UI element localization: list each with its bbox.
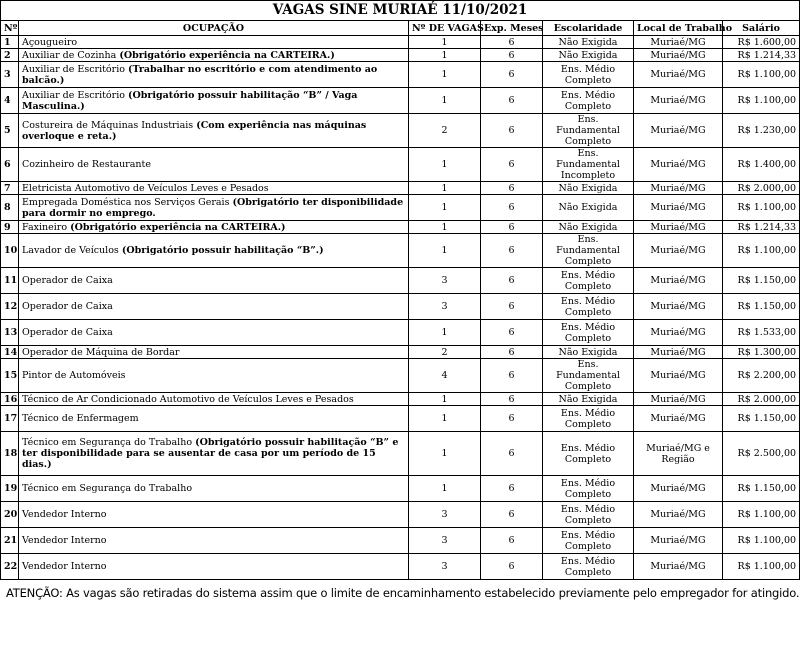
table-row [1,195,800,221]
occupation-name: Pintor de Automóveis [22,370,126,381]
row-number: 6 [1,148,19,182]
vacancy-count: 1 [409,221,481,234]
occupation-name: Cozinheiro de Restaurante [22,159,151,170]
work-location: Muriaé/MG e Região [634,432,723,476]
vacancy-count: 1 [409,182,481,195]
vacancy-count: 3 [409,294,481,320]
work-location: Muriaé/MG [634,36,723,49]
vacancy-count: 1 [409,88,481,114]
salary: R$ 1.100,00 [723,195,800,221]
row-number: 17 [1,406,19,432]
row-number: 13 [1,320,19,346]
table-row [1,554,800,580]
occupation-name: Técnico de Enfermagem [22,413,139,424]
education-level: Não Exigida [543,49,634,62]
occupation-cell [19,114,409,148]
occupation-name: Eletricista Automotivo de Veículos Leves e Pesados [22,182,269,194]
occupation-requirement: (Obrigatório ter disponibilidade para dormir no emprego. [22,196,404,219]
education-level: Ens. Médio Completo [543,62,634,88]
occupation-name: Técnico em Segurança do Trabalho [22,437,193,448]
experience-months: 6 [481,62,543,88]
vacancy-count: 2 [409,114,481,148]
occupation-name: Vendedor Interno [22,509,107,520]
work-location: Muriaé/MG [634,49,723,62]
occupation-cell [19,406,409,432]
occupation-cell [19,36,409,49]
row-number: 20 [1,502,19,528]
work-location: Muriaé/MG [634,62,723,88]
experience-months: 6 [481,221,543,234]
page-title: VAGAS SINE MURIAÉ 11/10/2021 [1,1,800,21]
education-level: Ens. Fundamental Completo [543,359,634,393]
education-level: Ens. Médio Completo [543,554,634,580]
work-location: Muriaé/MG [634,234,723,268]
vacancy-count: 1 [409,36,481,49]
row-number: 7 [1,182,19,195]
header-escolaridade: Escolaridade [543,21,634,36]
occupation-name: Costureira de Máquinas Industriais [22,119,194,131]
row-number: 22 [1,554,19,580]
work-location: Muriaé/MG [634,528,723,554]
experience-months: 6 [481,36,543,49]
vacancy-count: 1 [409,476,481,502]
education-level: Não Exigida [543,195,634,221]
experience-months: 6 [481,346,543,359]
row-number: 8 [1,195,19,221]
occupation-requirement: (Obrigatório possuir habilitação “B” e ter disponibilidade para se ausentar de casa por um período de 15 dias.) [22,437,399,470]
row-number: 18 [1,432,19,476]
table-row [1,346,800,359]
occupation-name: Vendedor Interno [22,561,107,572]
salary: R$ 1.150,00 [723,406,800,432]
occupation-cell [19,476,409,502]
occupation-cell [19,268,409,294]
vacancy-count: 2 [409,346,481,359]
work-location: Muriaé/MG [634,221,723,234]
experience-months: 6 [481,502,543,528]
row-number: 21 [1,528,19,554]
work-location: Muriaé/MG [634,359,723,393]
table-row [1,114,800,148]
work-location: Muriaé/MG [634,502,723,528]
table-row [1,148,800,182]
vacancy-count: 3 [409,268,481,294]
salary: R$ 1.300,00 [723,346,800,359]
education-level: Não Exigida [543,36,634,49]
row-number: 5 [1,114,19,148]
vacancy-count: 1 [409,49,481,62]
salary: R$ 1.214,33 [723,49,800,62]
table-row [1,234,800,268]
work-location: Muriaé/MG [634,182,723,195]
experience-months: 6 [481,49,543,62]
occupation-name: Lavador de Veículos [22,245,119,256]
experience-months: 6 [481,294,543,320]
education-level: Ens. Médio Completo [543,294,634,320]
salary: R$ 1.533,00 [723,320,800,346]
header-meses: Exp. Meses [481,21,543,36]
salary: R$ 1.100,00 [723,528,800,554]
education-level: Não Exigida [543,221,634,234]
table-row [1,88,800,114]
occupation-cell [19,346,409,359]
row-number: 16 [1,393,19,406]
table-row [1,320,800,346]
table-row [1,432,800,476]
occupation-cell [19,234,409,268]
occupation-requirement: (Trabalhar no escritório e com atendimento ao balcão.) [22,63,378,86]
experience-months: 6 [481,148,543,182]
experience-months: 6 [481,432,543,476]
occupation-name: Açougueiro [22,36,78,48]
experience-months: 6 [481,195,543,221]
occupation-name: Auxiliar de Cozinha [22,49,117,61]
work-location: Muriaé/MG [634,406,723,432]
occupation-cell [19,49,409,62]
experience-months: 6 [481,554,543,580]
experience-months: 6 [481,476,543,502]
occupation-name: Operador de Caixa [22,301,113,312]
experience-months: 6 [481,320,543,346]
table-row [1,62,800,88]
education-level: Ens. Fundamental Completo [543,234,634,268]
occupation-requirement: (Obrigatório experiência na CARTEIRA.) [119,49,335,61]
occupation-cell [19,62,409,88]
occupation-cell [19,221,409,234]
vacancy-count: 3 [409,502,481,528]
occupation-cell [19,320,409,346]
vacancy-count: 3 [409,554,481,580]
table-row [1,268,800,294]
occupation-name: Vendedor Interno [22,535,107,546]
vacancy-count: 1 [409,195,481,221]
occupation-cell [19,148,409,182]
salary: R$ 2.000,00 [723,182,800,195]
table-row [1,36,800,49]
table-row [1,49,800,62]
salary: R$ 1.214,33 [723,221,800,234]
experience-months: 6 [481,359,543,393]
occupation-name: Operador de Caixa [22,327,113,338]
table-row [1,476,800,502]
occupation-cell [19,195,409,221]
table-header-row [1,21,800,36]
salary: R$ 1.100,00 [723,62,800,88]
occupation-cell [19,182,409,195]
table-row [1,393,800,406]
work-location: Muriaé/MG [634,88,723,114]
vacancy-count: 1 [409,234,481,268]
notice-text: ATENÇÃO: As vagas são retiradas do sistema assim que o limite de encaminhamento estabelecido previamente pelo empregador for atingido. [6,586,800,600]
salary: R$ 1.150,00 [723,294,800,320]
work-location: Muriaé/MG [634,554,723,580]
vacancy-count: 1 [409,62,481,88]
salary: R$ 1.100,00 [723,88,800,114]
vacancy-count: 1 [409,148,481,182]
vacancy-count: 1 [409,393,481,406]
occupation-cell [19,359,409,393]
work-location: Muriaé/MG [634,268,723,294]
occupation-requirement: (Obrigatório possuir habilitação “B”.) [121,245,324,256]
occupation-name: Auxiliar de Escritório [22,63,125,75]
table-row [1,502,800,528]
vacancy-count: 3 [409,528,481,554]
row-number: 4 [1,88,19,114]
experience-months: 6 [481,234,543,268]
experience-months: 6 [481,268,543,294]
work-location: Muriaé/MG [634,148,723,182]
row-number: 9 [1,221,19,234]
occupation-requirement: (Com experiência nas máquinas overloque e reta.) [22,119,367,142]
education-level: Ens. Médio Completo [543,406,634,432]
occupation-name: Técnico de Ar Condicionado Automotivo de Veículos Leves e Pesados [22,393,354,405]
vacancy-count: 1 [409,406,481,432]
experience-months: 6 [481,114,543,148]
salary: R$ 1.600,00 [723,36,800,49]
salary: R$ 1.230,00 [723,114,800,148]
work-location: Muriaé/MG [634,476,723,502]
education-level: Não Exigida [543,393,634,406]
table-row [1,528,800,554]
occupation-name: Empregada Doméstica nos Serviços Gerais [22,196,230,208]
header-vagas: Nº DE VAGAS [409,21,481,36]
header-num: Nº [1,21,19,36]
occupation-cell [19,528,409,554]
row-number: 2 [1,49,19,62]
education-level: Ens. Médio Completo [543,528,634,554]
education-level: Ens. Fundamental Completo [543,114,634,148]
table-row [1,182,800,195]
salary: R$ 1.400,00 [723,148,800,182]
education-level: Ens. Médio Completo [543,320,634,346]
header-salario: Salário [723,21,800,36]
education-level: Ens. Médio Completo [543,476,634,502]
experience-months: 6 [481,406,543,432]
vacancy-count: 1 [409,432,481,476]
row-number: 14 [1,346,19,359]
vacancy-count: 1 [409,320,481,346]
occupation-name: Operador de Caixa [22,275,113,286]
experience-months: 6 [481,182,543,195]
salary: R$ 1.150,00 [723,476,800,502]
occupation-name: Faxineiro [22,221,68,233]
education-level: Ens. Médio Completo [543,502,634,528]
row-number: 1 [1,36,19,49]
work-location: Muriaé/MG [634,320,723,346]
header-local: Local de Trabalho [634,21,723,36]
occupation-cell [19,554,409,580]
education-level: Ens. Médio Completo [543,268,634,294]
row-number: 10 [1,234,19,268]
occupation-cell [19,502,409,528]
salary: R$ 2.000,00 [723,393,800,406]
salary: R$ 1.100,00 [723,502,800,528]
table-row [1,221,800,234]
salary: R$ 1.100,00 [723,234,800,268]
experience-months: 6 [481,528,543,554]
occupation-cell [19,432,409,476]
row-number: 12 [1,294,19,320]
occupation-requirement: (Obrigatório experiência na CARTEIRA.) [70,221,286,233]
salary: R$ 1.100,00 [723,554,800,580]
education-level: Não Exigida [543,182,634,195]
occupation-cell [19,294,409,320]
education-level: Ens. Médio Completo [543,88,634,114]
header-ocupacao: OCUPAÇÃO [19,21,409,36]
row-number: 15 [1,359,19,393]
occupation-name: Auxiliar de Escritório [22,89,125,101]
work-location: Muriaé/MG [634,393,723,406]
occupation-name: Operador de Máquina de Bordar [22,346,180,358]
occupation-name: Técnico em Segurança do Trabalho [22,483,193,494]
work-location: Muriaé/MG [634,346,723,359]
work-location: Muriaé/MG [634,294,723,320]
salary: R$ 1.150,00 [723,268,800,294]
education-level: Ens. Fundamental Incompleto [543,148,634,182]
occupation-requirement: (Obrigatório possuir habilitação “B” / Vaga Masculina.) [22,89,358,112]
education-level: Ens. Médio Completo [543,432,634,476]
occupation-cell [19,393,409,406]
experience-months: 6 [481,393,543,406]
vacancy-count: 4 [409,359,481,393]
table-row [1,406,800,432]
table-row [1,294,800,320]
occupation-cell [19,88,409,114]
work-location: Muriaé/MG [634,195,723,221]
row-number: 19 [1,476,19,502]
row-number: 3 [1,62,19,88]
experience-months: 6 [481,88,543,114]
education-level: Não Exigida [543,346,634,359]
salary: R$ 2.200,00 [723,359,800,393]
salary: R$ 2.500,00 [723,432,800,476]
work-location: Muriaé/MG [634,114,723,148]
row-number: 11 [1,268,19,294]
table-row [1,359,800,393]
